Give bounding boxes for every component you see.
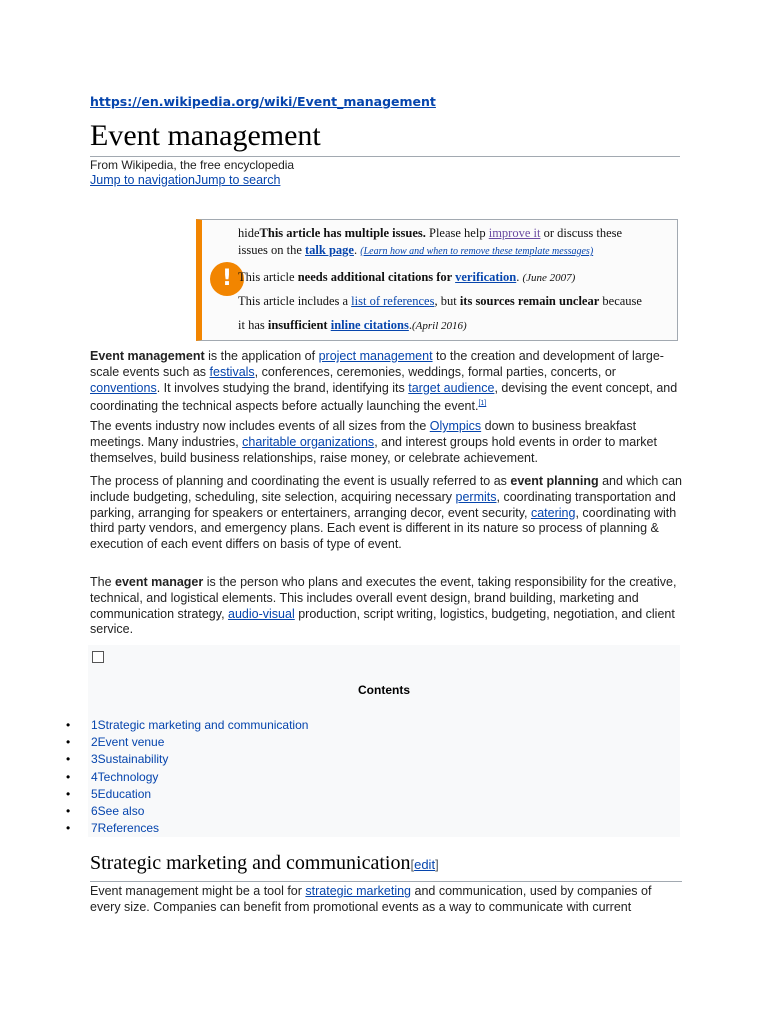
toc-link-references[interactable]: 7References bbox=[91, 821, 160, 836]
toc-item: • 7References bbox=[66, 821, 160, 836]
charitable-organizations-link[interactable]: charitable organizations bbox=[242, 434, 375, 449]
verification-link[interactable]: verification bbox=[455, 270, 517, 284]
toc-title: Contents bbox=[358, 683, 410, 697]
catering-link[interactable]: catering bbox=[530, 505, 576, 520]
audio-visual-link[interactable]: audio-visual bbox=[228, 606, 295, 621]
toc-link-technology[interactable]: 4Technology bbox=[91, 769, 159, 784]
project-management-link[interactable]: project management bbox=[318, 349, 433, 363]
reference-1-link[interactable]: [1] bbox=[478, 400, 487, 408]
ambox-line-1: hideThis article has multiple issues. Please help improve it or discuss these bbox=[238, 226, 623, 240]
olympics-link[interactable]: Olympics bbox=[429, 419, 482, 433]
toc-list bbox=[66, 717, 309, 837]
learn-remove-link[interactable]: (Learn how and when to remove these template messages) bbox=[360, 246, 594, 257]
jump-links bbox=[90, 173, 280, 187]
jump-to-search-link[interactable]: Jump to search bbox=[194, 173, 281, 187]
intro-paragraph-1: Event management is the application of project management to the creation and development of large-scale events such as festivals, conferences, ceremonies, weddings, formal parties, concerts, or conventions. It involves studying the brand, identifying its target audience, devising the event concept, and coordinating the technical aspects before actually launching the event.[1] bbox=[90, 349, 678, 414]
target-audience-link[interactable]: target audience bbox=[408, 380, 495, 395]
toc-item: • 5Education bbox=[66, 786, 152, 801]
toc-link-event-venue[interactable]: 2Event venue bbox=[91, 735, 165, 750]
hide-toggle[interactable]: hide bbox=[238, 226, 260, 240]
site-tagline: From Wikipedia, the free encyclopedia bbox=[90, 158, 295, 172]
toc-link-sustainability[interactable]: 3Sustainability bbox=[91, 752, 169, 767]
ambox-line-4: This article includes a list of references, but its sources remain unclear because bbox=[238, 294, 642, 308]
inline-citations-link[interactable]: inline citations bbox=[330, 318, 409, 332]
date-june-2007: (June 2007) bbox=[522, 272, 576, 284]
festivals-link[interactable]: festivals bbox=[209, 364, 255, 379]
section-heading-strategic-marketing: Strategic marketing and communication[edit] bbox=[90, 849, 682, 882]
toc-link-strategic-marketing[interactable]: 1Strategic marketing and communication bbox=[91, 718, 309, 732]
section-edit: [edit] bbox=[410, 857, 439, 872]
multiple-issues-box bbox=[196, 219, 678, 341]
section-paragraph-1: Event management might be a tool for strategic marketing and communication, used by companies of every size. Companies can benefit from promotional events as a way to communicate with current bbox=[90, 884, 652, 914]
intro-paragraph-2: The events industry now includes events of all sizes from the Olympics down to business breakfast meetings. Many industries, charitable organizations, and interest groups hold events in order to market themselves, build business relationships, raise money, or celebrate achievement. bbox=[90, 419, 657, 465]
jump-to-navigation-link[interactable]: Jump to navigation bbox=[90, 173, 195, 187]
multiple-issues-label: This article has multiple issues. bbox=[259, 226, 426, 240]
conventions-link[interactable]: conventions bbox=[90, 380, 157, 395]
ambox-line-2: issues on the talk page. (Learn how and when to remove these template messages) bbox=[238, 243, 594, 257]
permits-link[interactable]: permits bbox=[455, 489, 497, 504]
intro-paragraph-4: The event manager is the person who plans and executes the event, taking responsibility for the creative, technical, and logistical elements. This includes overall event design, brand building, marketing and communication strategy, audio-visual production, script writing, logistics, budgeting, negotiation, and client service. bbox=[90, 575, 677, 637]
ambox-line-3: This article needs additional citations for verification. (June 2007) bbox=[238, 270, 576, 284]
page-url-link[interactable]: https://en.wikipedia.org/wiki/Event_management bbox=[90, 94, 436, 109]
page-title: Event management bbox=[90, 118, 680, 157]
toc-item: • 2Event venue bbox=[66, 735, 165, 750]
intro-paragraph-3: The process of planning and coordinating the event is usually referred to as event planning and which can include budgeting, scheduling, site selection, acquiring necessary permits, coordinating transportation and parking, arranging for speakers or entertainers, arranging decor, event security, catering, coordinating with third party vendors, and emergency plans. Each event is different in its nature so process of planning & execution of each event differs on basis of type of event. bbox=[90, 474, 682, 552]
toc-link-education[interactable]: 5Education bbox=[91, 786, 152, 801]
talk-page-link[interactable]: talk page bbox=[305, 243, 354, 257]
toc-item: • 3Sustainability bbox=[66, 752, 169, 767]
edit-section-link[interactable]: edit bbox=[414, 857, 436, 872]
toc-item: • 4Technology bbox=[66, 769, 159, 784]
improve-it-link[interactable]: improve it bbox=[488, 226, 541, 240]
strategic-marketing-link[interactable]: strategic marketing bbox=[305, 884, 412, 898]
toc-item: • 1Strategic marketing and communication bbox=[66, 718, 309, 732]
ambox-line-5: it has insufficient inline citations.(April 2016) bbox=[238, 318, 467, 332]
toc-toggle-checkbox[interactable] bbox=[92, 651, 104, 663]
toc-link-see-also[interactable]: 6See also bbox=[91, 803, 145, 818]
table-of-contents bbox=[66, 645, 680, 837]
date-april-2016: (April 2016) bbox=[411, 320, 467, 332]
warning-icon: ! bbox=[210, 262, 244, 296]
toc-item: • 6See also bbox=[66, 803, 145, 818]
list-of-references-link[interactable]: list of references bbox=[351, 294, 435, 308]
